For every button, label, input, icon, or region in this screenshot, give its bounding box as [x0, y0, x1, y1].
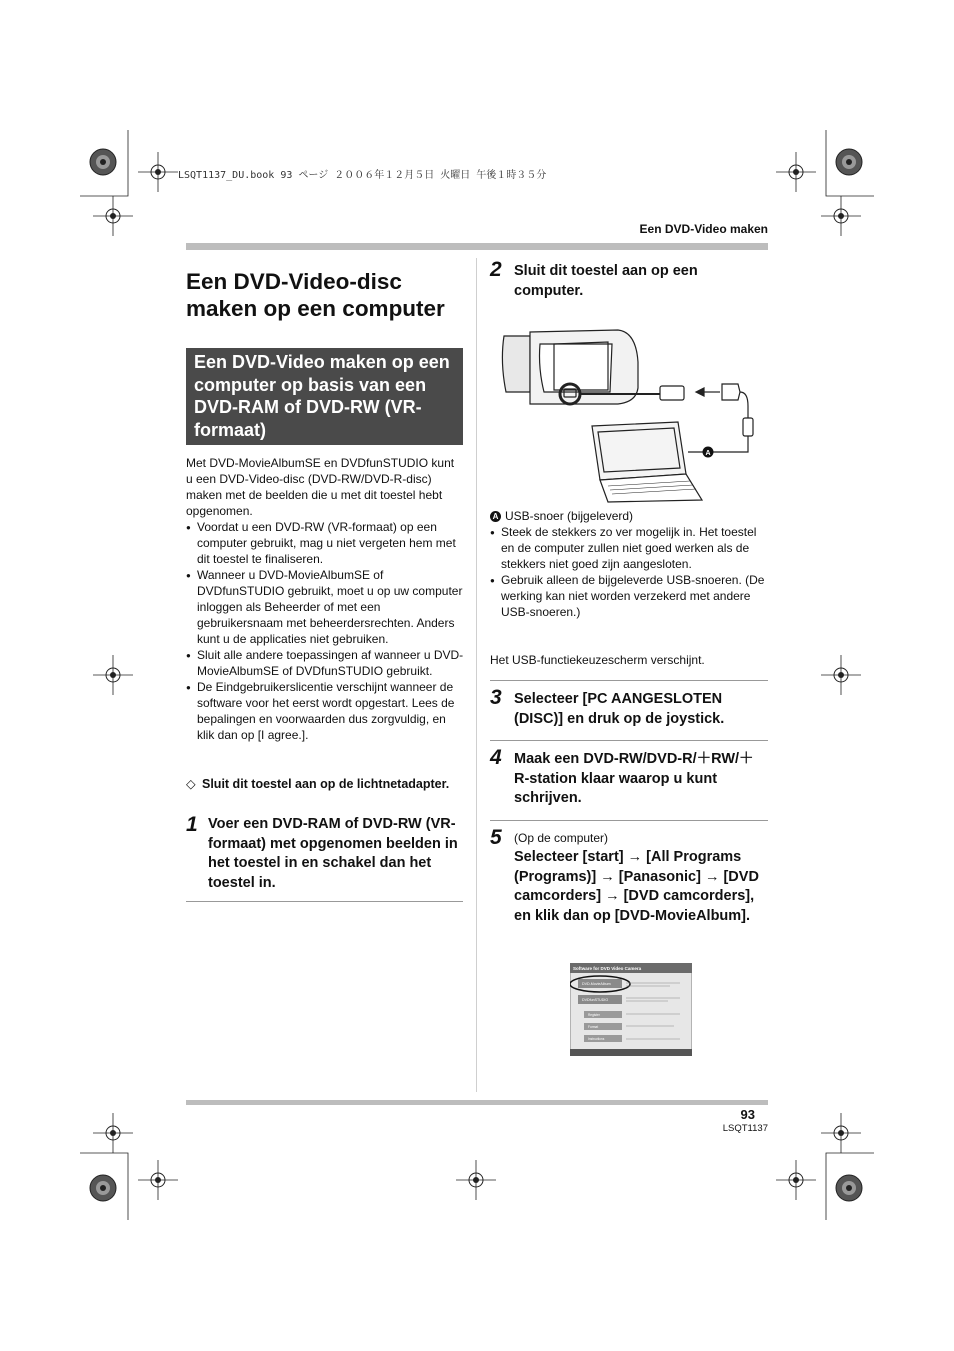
software-menu-screenshot — [570, 963, 692, 1056]
step-number: 1 — [186, 813, 198, 836]
list-item: ● Steek de stekkers zo ver mogelijk in. Het toestel en de computer zullen niet goed werken als de stekkers niet goed zijn aangesloten. — [490, 524, 768, 572]
prerequisite-note — [186, 775, 464, 793]
menu-item: Register — [588, 1013, 600, 1017]
intro-paragraph: Met DVD-MovieAlbumSE en DVDfunSTUDIO kunt u een DVD-Video-disc (DVD-RW/DVD-R-disc) maken met de beelden die u met dit toestel hebt opgenomen. — [186, 456, 455, 518]
registration-star-bl — [90, 1175, 116, 1201]
step-number: 5 — [490, 826, 502, 849]
section-heading-box: Een DVD-Video maken op een computer op basis van een DVD-RAM of DVD-RW (VR-formaat) — [186, 348, 463, 445]
left-end-rule — [186, 901, 463, 902]
step-number: 2 — [490, 258, 502, 281]
callout-label: A — [490, 511, 501, 522]
page-title: Een DVD-Video-disc maken op een computer — [186, 269, 445, 321]
prerequisite-text: Sluit dit toestel aan op de lichtnetadapter. — [202, 777, 450, 791]
caption-a: A USB-snoer (bijgeleverd) — [490, 508, 768, 524]
step-context: (Op de computer) — [514, 831, 609, 845]
step-text: Selecteer [PC AANGESLOTEN (DISC)] en druk op de joystick. — [514, 691, 725, 727]
list-item: ● Wanneer u DVD-MovieAlbumSE of DVDfunSTUDIO gebruikt, moet u op uw computer inloggen als Beheerder of met een gebruikersnaam met beheerdersrechten. Anders kunt u de applicaties niet gebruiken. — [186, 567, 464, 647]
step-text: Voer een DVD-RAM of DVD-RW (VR-formaat) met opgenomen beelden in het toestel in en schakel dan het toestel in. — [208, 816, 458, 891]
step-1 — [186, 813, 464, 891]
menu-item: Format — [588, 1025, 599, 1029]
screenshot-title: Software for DVD Video Camera — [573, 966, 642, 971]
registration-star-br — [836, 1175, 862, 1201]
menu-item: Instructions — [588, 1037, 605, 1041]
list-item: ● Gebruik alleen de bijgeleverde USB-snoeren. (De werking kan niet worden verzekerd met andere USB-snoeren.) — [490, 572, 768, 620]
diamond-icon: ◇ — [186, 777, 196, 791]
step-rule — [490, 820, 768, 821]
page-number: 93 — [740, 1107, 755, 1122]
step-number: 3 — [490, 686, 502, 709]
step-rule — [490, 740, 768, 741]
step-rule — [490, 680, 768, 681]
callout-label: A — [705, 450, 711, 457]
cable-notes — [490, 508, 768, 620]
step-text: Selecteer [start] → [All Programs (Programs)] → [Panasonic] → [DVD camcorders] → [DVD camcorders], en klik dan op [DVD-MovieAlbum]. — [514, 849, 759, 924]
running-header: Een DVD-Video maken — [639, 222, 768, 236]
usb-message: Het USB-functiekeuzescherm verschijnt. — [490, 653, 705, 667]
list-item: ● De Eindgebruikerslicentie verschijnt wanneer de software voor het eerst wordt opgestart. Lees de bepalingen en voorwaarden dus zorgvuldig, en klik dan op [I agree.]. — [186, 679, 464, 743]
bottom-rule — [186, 1100, 768, 1105]
list-item: ● Sluit alle andere toepassingen af wanneer u DVD-MovieAlbumSE of DVDfunSTUDIO gebruikt. — [186, 647, 464, 679]
menu-item: DVDfunSTUDIO — [582, 998, 609, 1002]
step-text: Maak een DVD-RW/DVD-R/＋RW/＋R-station klaar waarop u kunt schrijven. — [514, 751, 754, 806]
intro-block — [186, 455, 464, 743]
step-text: Sluit dit toestel aan op een computer. — [514, 263, 698, 299]
step-2 — [490, 258, 768, 299]
top-rule — [186, 243, 768, 250]
camera-pc-connection-illustration — [490, 322, 768, 510]
column-divider — [476, 258, 477, 1092]
step-number: 4 — [490, 746, 502, 769]
registration-star-tr — [836, 149, 862, 175]
registration-star-tl — [90, 149, 116, 175]
menu-item: DVD-MovieAlbum — [582, 982, 611, 986]
document-code: LSQT1137 — [722, 1123, 768, 1134]
list-item: ● Voordat u een DVD-RW (VR-formaat) op een computer gebruikt, mag u niet vergeten hem met dit toestel te finaliseren. — [186, 519, 464, 567]
print-info-line: LSQT1137_DU.book 93 ページ ２００６年１２月５日 火曜日 午後１時３５分 — [178, 170, 547, 181]
